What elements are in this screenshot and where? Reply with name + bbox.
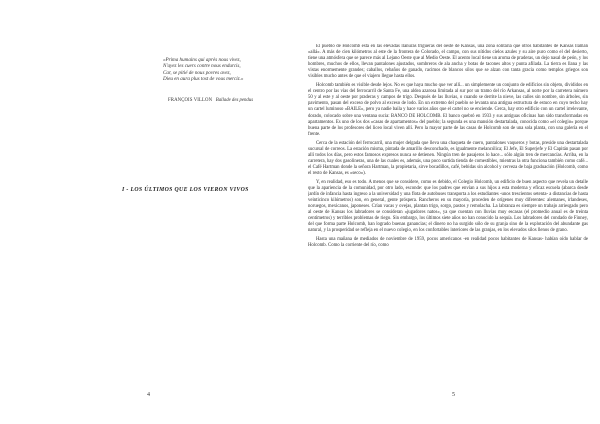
epigraph — [163, 57, 283, 83]
paragraph: Holcomb también es visible desde lejos. No es que haya mucho que ver allí... un simplemente un conjunto de edificios sin objeto, divididos en el centro por las vías del ferrocarril de Santa Fe, una aldea azarosa limitada al sur por un tramo del río Arkansas, al norte por la carretera número 50 y al este y al oeste por praderas y campos de trigo. Después de las lluvias, o cuando se derrite la nieve, las calles sin nombre, sin árboles, sin pavimento, pasan del exceso de polvo al exceso de lodo. En un extremo del pueblo se levanta una antigua estructura de estuco en cuyo techo hay un cartel luminoso «BAILE», pero ya nadie baila y hace varios años que el cartel no se enciende. Cerca, hay otro edificio con un cartel irrelevante, dorado, colocado sobre una ventana sucia: BANCO DE HOLCOMB. El banco quebró en 1933 y sus antiguas oficinas han sido transformadas en apartamentos. Es uno de los dos «casas de apartamentos» del pueblo; la segunda es una mansión destartalada, conocida como «el colegio» porque buena parte de los profesores del liceo local viven allí. Pero la mayor parte de las casas de Holcomb son de una sola planta, con una galería en el frente. — [308, 83, 588, 137]
paragraph: Hasta una mañana de mediados de noviembre de 1959, pocos americanos -en realidad pocos habitantes de Kansas- habían oído hablar de Holcomb. Como la corriente del río, como — [308, 237, 588, 249]
epigraph-attribution — [168, 98, 293, 103]
epigraph-line: N'ayez les cuers contre nous endurcis, — [163, 63, 241, 70]
paragraph: El pueblo de Holcomb está en las elevadas llanuras trigueras del oeste de Kansas, una zona solitaria que otros habitantes de Kansas llaman «allá». A más de cien kilómetros al este de la frontera de Colorado, el campo, con sus nítidos cielos azules y su aire puro como el del desierto, tiene una atmósfera que se parece más al Lejano Oeste que al Medio Oeste. El acento local tiene un aroma de praderas, un dejo nasal de peón, y los hombres, muchos de ellos, llevan pantalones ajustados, sombreros de ala ancha y botas de tacones altos y punta afilada. La tierra es llana y las vistas enormemente grandes; caballos, rebaños de ganado, racimos de blancos silos que se alzan con tanta gracia como templos griegos son visibles mucho antes de que el viajero llegue hasta ellos. — [308, 44, 588, 80]
body-text — [308, 44, 588, 384]
epigraph-work: Ballade des pendus — [215, 98, 254, 103]
paragraph: Y, en realidad, eso es todo. A menos que se considere, como es debido, el Colegio Holcomb, un edificio de buen aspecto que revela un detalle que la apariencia de la comunidad, por otro lado, esconde: que los padres que envían a sus hijos a esta moderna y eficaz escuela (abarca desde jardín de infancia hasta ingreso a la universidad y una flota de autobuses transporta a los estudiantes -unos trescientos setenta- a distancias de hasta veinticinco kilómetros) son, en general, gente próspera. Rancheros en su mayoría, proceden de orígenes muy diferentes: alemanes, irlandeses, noruegos, mexicanos, japoneses. Crían vacas y ovejas, plantan trigo, sorgo, pastos y remolacha. La labranza es siempre un trabajo arriesgado pero al oeste de Kansas los labradores se consideran «jugadores natos», ya que cuentan con lluvias muy escasas (el promedio anual es de treinta centímetros) y terribles problemas de riego. Sin embargo, los últimos siete años no han conocido la sequía. Los labradores del condado de Finney, del que forma parte Holcomb, han logrado buenas ganancias; el dinero no ha surgido sólo de su granja sino de la explotación del abundante gas natural, y la prosperidad se refleja en el nuevo colegio, en los confortables interiores de las granjas, en los elevados silos llenos de grano. — [308, 179, 588, 234]
epigraph-author: FRANÇOIS VILLON — [168, 98, 213, 103]
epigraph-line: Dieu en aura plus tost de vous merciz.» — [163, 76, 244, 83]
part-title: I - LOS ÚLTIMOS QUE LOS VIERON VIVOS — [122, 187, 249, 193]
right-page — [300, 0, 600, 424]
paragraph: Cerca de la estación del ferrocarril, una mujer delgada que lleva una chaqueta de cuero, pantalones vaqueros y botas, preside una destartalada sucursal de correos. La estación misma, pintada de amarillo desconchado, es igualmente melancólica; El Jefe, El Superjefe y El Capitán pasan por allí todos los días, pero estos famosos expresos nunca se detienen. Ningún tren de pasajeros lo hace... sólo algún tren de mercancías. Arriba, en la carretera, hay dos gasolineras, una de las cuales es, además, una poco surtida tienda de comestibles, mientras la otra funciona también como café... el Café Hartman donde la señora Hartman, la propietaria, sirve bocadillos, café, bebidas sin alcohol y cerveza de baja graduación (Holcomb, como el resto de Kansas, es «seco»). — [308, 140, 588, 176]
page-number-left: 4 — [147, 392, 150, 398]
page-number-right: 5 — [452, 392, 455, 398]
epigraph-line: «Prima humains qui après nous vivez, — [163, 57, 241, 63]
epigraph-line: Car, se pitié de nous povres avez, — [163, 69, 231, 76]
